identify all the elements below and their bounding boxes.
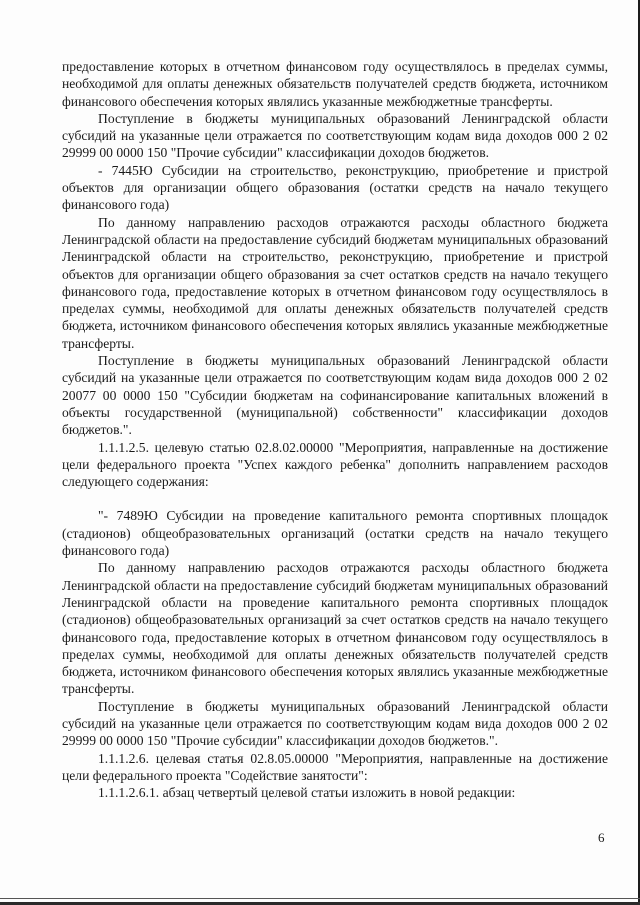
paragraph-income-prochie-subsidii-2: Поступление в бюджеты муниципальных образований Ленинградской области субсидий на указанные цели отражается по соответствующим кодам вида доходов 000 2 02 29999 00 0000 150 "Прочие субсидии" классификации доходов бюджетов.". xyxy=(62,698,608,749)
paragraph-income-prochie-subsidii: Поступление в бюджеты муниципальных образований Ленинградской области субсидий на указанные цели отражается по соответствующим кодам вида доходов 000 2 02 29999 00 0000 150 "Прочие субсидии" классификации доходов бюджетов. xyxy=(62,110,608,161)
scan-edge-bottom-line xyxy=(0,898,640,899)
paragraph-1-1-1-2-6-1: 1.1.1.2.6.1. абзац четвертый целевой статьи изложить в новой редакции: xyxy=(98,785,516,801)
paragraph-income-capital-investments: Поступление в бюджеты муниципальных образований Ленинградской области субсидий на указанные цели отражается по соответствующим кодам вида доходов 000 2 02 20077 00 0000 150 "Субсидии бюджетам на софинансирование капитальных вложений в объекты государственной (муниципальной) собственности" классификации доходов бюджетов.". xyxy=(62,353,608,438)
paragraph-7489U-heading: "- 7489Ю Субсидии на проведение капитального ремонта спортивных площадок (стадионов) общеобразовательных организаций (остатки средств на начало текущего финансового года) xyxy=(62,508,608,559)
paragraph-7445U-heading: - 7445Ю Субсидии на строительство, реконструкцию, приобретение и пристрой объектов для организации общего образования (остатки средств на начало текущего финансового года) xyxy=(62,162,608,213)
document-body xyxy=(62,58,608,801)
paragraph-continuation: предоставление которых в отчетном финансовом году осуществлялось в пределах суммы, необходимой для оплаты денежных обязательств получателей средств бюджета, источником финансового обеспечения которых являлись указанные межбюджетные трансферты. xyxy=(62,59,608,109)
paragraph-1-1-1-2-6: 1.1.1.2.6. целевая статья 02.8.05.00000 "Мероприятия, направленные на достижение цели федерального проекта "Содействие занятости": xyxy=(62,750,608,783)
paragraph-7489U-description: По данному направлению расходов отражаются расходы областного бюджета Ленинградской области на предоставление субсидий бюджетам муниципальных образований Ленинградской области на проведение капитального ремонта спортивных площадок (стадионов) общеобразовательных организаций за счет остатков средств на начало текущего финансового года, предоставление которых в отчетном финансовом году осуществлялось в пределах суммы, необходимой для оплаты денежных обязательств получателей средств бюджета, источником финансового обеспечения которых являлись указанные межбюджетные трансферты. xyxy=(62,560,608,697)
paragraph-7445U-description: По данному направлению расходов отражаются расходы областного бюджета Ленинградской области на предоставление субсидий бюджетам муниципальных образований Ленинградской области на строительство, реконструкцию, приобретение и пристрой объектов для организации общего образования за счет остатков средств на начало текущего финансового года, предоставление которых в отчетном финансовом году осуществлялось в пределах суммы, необходимой для оплаты денежных обязательств получателей средств бюджета, источником финансового обеспечения которых являлись указанные межбюджетные трансферты. xyxy=(62,214,608,351)
paragraph-1-1-1-2-5: 1.1.1.2.5. целевую статью 02.8.02.00000 "Мероприятия, направленные на достижение цели федерального проекта "Успех каждого ребенка" дополнить направлением расходов следующего содержания: xyxy=(62,439,608,490)
page-number: 6 xyxy=(598,830,605,845)
